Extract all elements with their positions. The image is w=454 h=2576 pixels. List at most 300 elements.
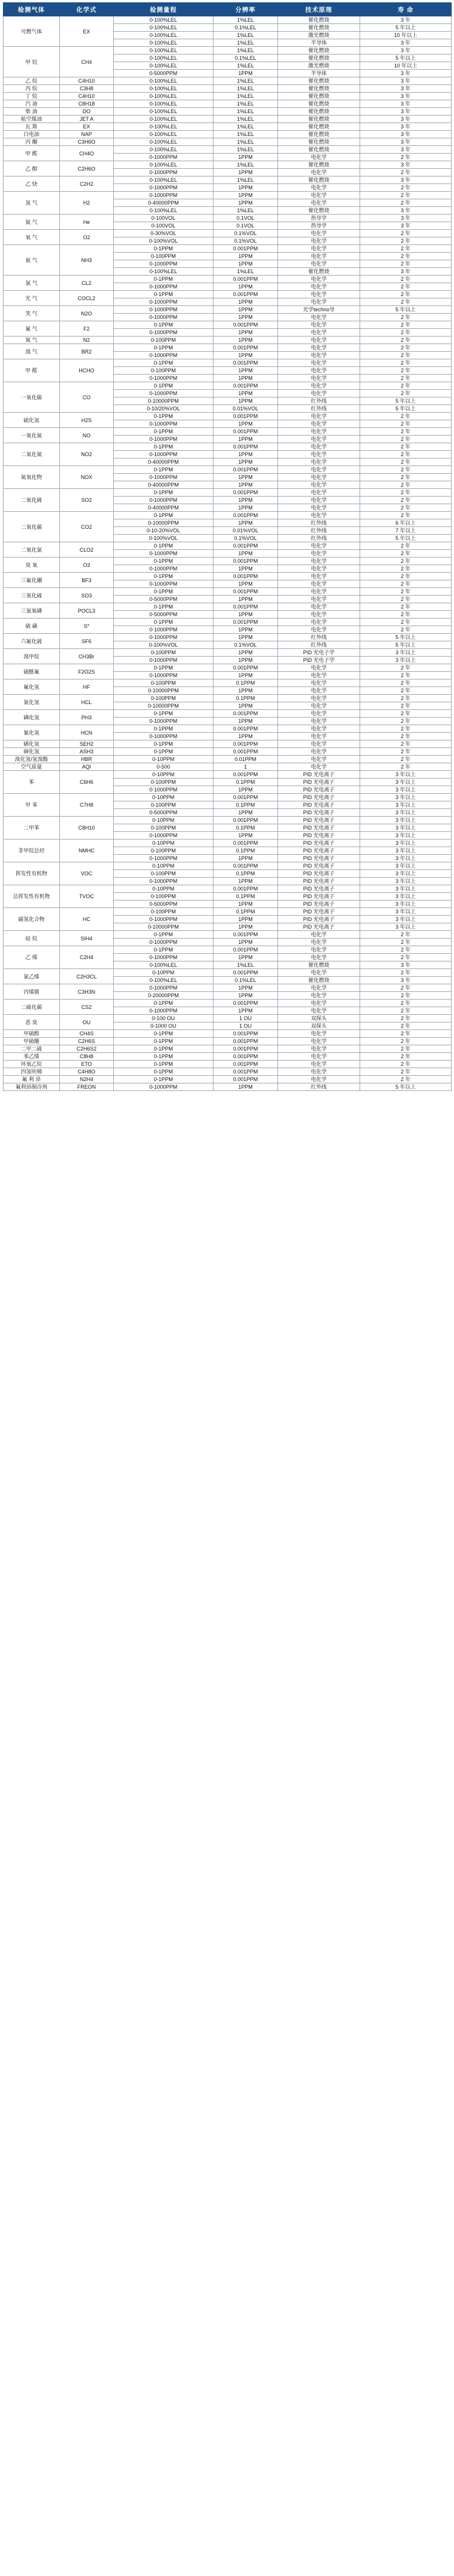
technology-cell: 催化燃烧 bbox=[278, 16, 360, 24]
gas-name-cell: 三氧化硫 bbox=[4, 588, 60, 603]
gas-name-cell: 氰化氢 bbox=[4, 725, 60, 740]
table-row bbox=[4, 771, 452, 779]
lifetime-cell: 2 年 bbox=[360, 1061, 452, 1068]
technology-cell: 电化学 bbox=[278, 169, 360, 176]
range-cell: 0-20000PPM bbox=[114, 992, 214, 1000]
gas-name-cell: 乙 烯 bbox=[4, 946, 60, 969]
range-cell: 0-1000PPM bbox=[114, 855, 214, 862]
technology-cell: PID 光电离子 bbox=[278, 862, 360, 870]
range-cell: 0-1PPM bbox=[114, 1061, 214, 1068]
range-cell: 0-1PPM bbox=[114, 603, 214, 611]
gas-name-cell: 非甲烷总烃 bbox=[4, 840, 60, 862]
range-cell: 0-10-20%VOL bbox=[114, 527, 214, 535]
range-cell: 0-1000PPM bbox=[114, 718, 214, 725]
range-cell: 0-100VOL bbox=[114, 222, 214, 230]
lifetime-cell: 2 年 bbox=[360, 542, 452, 550]
technology-cell: 催化燃烧 bbox=[278, 115, 360, 123]
lifetime-cell: 3 年 bbox=[360, 176, 452, 184]
gas-name-cell: 三氯氧磷 bbox=[4, 603, 60, 618]
lifetime-cell: 3 年以上 bbox=[360, 862, 452, 870]
lifetime-cell: 3 年 bbox=[360, 222, 452, 230]
table-row bbox=[4, 664, 452, 672]
lifetime-cell: 5 年以上 bbox=[360, 24, 452, 32]
chemical-formula-cell: F2 bbox=[60, 321, 114, 337]
range-cell: 0-1PPM bbox=[114, 1038, 214, 1045]
technology-cell: 催化燃烧 bbox=[278, 123, 360, 131]
technology-cell: 电化学 bbox=[278, 359, 360, 367]
technology-cell: 热导学 bbox=[278, 222, 360, 230]
column-header-lifetime: 寿 命 bbox=[360, 3, 452, 16]
lifetime-cell: 2 年 bbox=[360, 253, 452, 260]
table-row bbox=[4, 306, 452, 314]
range-cell: 0-1PPM bbox=[114, 1068, 214, 1076]
table-row bbox=[4, 1030, 452, 1038]
lifetime-cell: 3 年以上 bbox=[360, 657, 452, 664]
range-cell: 0-1000PPM bbox=[114, 657, 214, 664]
technology-cell: 双探头 bbox=[278, 1015, 360, 1022]
range-cell: 0-100PPM bbox=[114, 779, 214, 786]
gas-name-cell: 氦 气 bbox=[4, 215, 60, 230]
gas-name-cell: 二甲苯 bbox=[4, 817, 60, 840]
table-body bbox=[4, 16, 452, 1091]
range-cell: 0-1000PPM bbox=[114, 497, 214, 504]
table-row bbox=[4, 85, 452, 93]
lifetime-cell: 2 年 bbox=[360, 1015, 452, 1022]
resolution-cell: 0.001PPM bbox=[214, 885, 278, 893]
technology-cell: 电化学 bbox=[278, 458, 360, 466]
chemical-formula-cell: N2 bbox=[60, 337, 114, 344]
resolution-cell: 0.001PPM bbox=[214, 1045, 278, 1053]
gas-name-cell: 瓦 斯 bbox=[4, 123, 60, 131]
lifetime-cell: 2 年 bbox=[360, 1030, 452, 1038]
lifetime-cell: 2 年 bbox=[360, 702, 452, 710]
resolution-cell: 1PPM bbox=[214, 550, 278, 558]
technology-cell: 电化学 bbox=[278, 596, 360, 603]
lifetime-cell: 2 年 bbox=[360, 596, 452, 603]
table-row bbox=[4, 946, 452, 954]
resolution-cell: 1 OU bbox=[214, 1015, 278, 1022]
gas-name-cell: 二氧化氯 bbox=[4, 542, 60, 558]
technology-cell: 电化学 bbox=[278, 580, 360, 588]
table-row bbox=[4, 862, 452, 870]
range-cell: 0-100%VOL bbox=[114, 641, 214, 649]
lifetime-cell: 3 年以上 bbox=[360, 900, 452, 908]
resolution-cell: 1PPM bbox=[214, 497, 278, 504]
technology-cell: PID 光电离子 bbox=[278, 847, 360, 855]
resolution-cell: 1PPM bbox=[214, 923, 278, 931]
lifetime-cell: 3 年 bbox=[360, 207, 452, 215]
gas-name-cell: 硫化氢 bbox=[4, 413, 60, 428]
lifetime-cell: 2 年 bbox=[360, 580, 452, 588]
resolution-cell: 1PPM bbox=[214, 298, 278, 306]
resolution-cell: 1%LEL bbox=[214, 961, 278, 969]
chemical-formula-cell: CLO2 bbox=[60, 542, 114, 558]
gas-name-cell: 臭 氧 bbox=[4, 558, 60, 573]
chemical-formula-cell: CH4O bbox=[60, 146, 114, 161]
resolution-cell: 1 bbox=[214, 763, 278, 771]
lifetime-cell: 3 年以上 bbox=[360, 893, 452, 900]
chemical-formula-cell: CL2 bbox=[60, 276, 114, 291]
lifetime-cell: 3 年以上 bbox=[360, 794, 452, 801]
resolution-cell: 1PPM bbox=[214, 367, 278, 375]
lifetime-cell: 2 年 bbox=[360, 192, 452, 199]
technology-cell: PID 光电离子 bbox=[278, 923, 360, 931]
chemical-formula-cell: C7H8 bbox=[60, 794, 114, 817]
resolution-cell: 0.1%VOL bbox=[214, 641, 278, 649]
range-cell: 0-5000PPM bbox=[114, 611, 214, 618]
lifetime-cell: 10 年以上 bbox=[360, 32, 452, 39]
range-cell: 0-100 OU bbox=[114, 1015, 214, 1022]
table-row bbox=[4, 1076, 452, 1083]
technology-cell: 电化学 bbox=[278, 672, 360, 679]
resolution-cell: 1PPM bbox=[214, 565, 278, 573]
gas-name-cell: 二氧化氮 bbox=[4, 443, 60, 466]
range-cell: 0-10PPM bbox=[114, 756, 214, 763]
gas-name-cell: 光 气 bbox=[4, 291, 60, 306]
technology-cell: PID 光电离子 bbox=[278, 786, 360, 794]
resolution-cell: 0.1PPM bbox=[214, 908, 278, 916]
lifetime-cell: 2 年 bbox=[360, 626, 452, 634]
resolution-cell: 1PPM bbox=[214, 611, 278, 618]
technology-cell: 电化学 bbox=[278, 329, 360, 337]
technology-cell: 电化学 bbox=[278, 1045, 360, 1053]
table-row bbox=[4, 931, 452, 939]
lifetime-cell: 2 年 bbox=[360, 291, 452, 298]
range-cell: 0-100%LEL bbox=[114, 39, 214, 47]
technology-cell: 双探头 bbox=[278, 1022, 360, 1030]
range-cell: 0-1000PPM bbox=[114, 634, 214, 641]
gas-name-cell: 硫 磺 bbox=[4, 618, 60, 634]
lifetime-cell: 2 年 bbox=[360, 733, 452, 740]
chemical-formula-cell: HF bbox=[60, 679, 114, 695]
lifetime-cell: 3 年 bbox=[360, 146, 452, 154]
technology-cell: 电化学 bbox=[278, 1038, 360, 1045]
resolution-cell: 1PPM bbox=[214, 352, 278, 359]
range-cell: 0-10000PPM bbox=[114, 519, 214, 527]
table-row bbox=[4, 1061, 452, 1068]
lifetime-cell: 2 年 bbox=[360, 237, 452, 245]
column-header-resolution: 分辨率 bbox=[214, 3, 278, 16]
gas-name-cell: 氟利昂制冷剂 bbox=[4, 1083, 60, 1091]
range-cell: 0-10/20%VOL bbox=[114, 405, 214, 413]
technology-cell: 电化学 bbox=[278, 298, 360, 306]
table-row bbox=[4, 695, 452, 702]
resolution-cell: 0.1%LEL bbox=[214, 55, 278, 62]
range-cell: 0-100%VOL bbox=[114, 535, 214, 542]
range-cell: 0-1PPM bbox=[114, 413, 214, 420]
resolution-cell: 0.1PPM bbox=[214, 695, 278, 702]
range-cell: 0-100VOL bbox=[114, 215, 214, 222]
technology-cell: 红外线 bbox=[278, 519, 360, 527]
table-row bbox=[4, 443, 452, 451]
resolution-cell: 0.001PPM bbox=[214, 603, 278, 611]
chemical-formula-cell: NOX bbox=[60, 466, 114, 489]
technology-cell: 电化学 bbox=[278, 992, 360, 1000]
table-row bbox=[4, 321, 452, 329]
resolution-cell: 1%LEL bbox=[214, 62, 278, 70]
technology-cell: 电化学 bbox=[278, 725, 360, 733]
resolution-cell: 1%LEL bbox=[214, 123, 278, 131]
column-header-gas: 检测气体 bbox=[4, 3, 60, 16]
resolution-cell: 1PPM bbox=[214, 634, 278, 641]
chemical-formula-cell: CO2 bbox=[60, 512, 114, 542]
gas-name-cell: 乙 醇 bbox=[4, 161, 60, 176]
technology-cell: 电化学 bbox=[278, 283, 360, 291]
resolution-cell: 1PPM bbox=[214, 329, 278, 337]
gas-name-cell: 笑 气 bbox=[4, 306, 60, 321]
chemical-formula-cell: NAP bbox=[60, 131, 114, 138]
gas-name-cell: 氯 气 bbox=[4, 276, 60, 291]
resolution-cell: 0.01%VOL bbox=[214, 527, 278, 535]
resolution-cell: 0.001PPM bbox=[214, 725, 278, 733]
gas-name-cell: 乙 烷 bbox=[4, 77, 60, 85]
chemical-formula-cell: C2H2 bbox=[60, 176, 114, 192]
table-row bbox=[4, 245, 452, 253]
lifetime-cell: 2 年 bbox=[360, 550, 452, 558]
lifetime-cell: 2 年 bbox=[360, 375, 452, 382]
technology-cell: PID 光电离子 bbox=[278, 832, 360, 840]
lifetime-cell: 5 年以上 bbox=[360, 397, 452, 405]
lifetime-cell: 2 年 bbox=[360, 344, 452, 352]
resolution-cell: 1%LEL bbox=[214, 268, 278, 276]
table-row bbox=[4, 16, 452, 24]
range-cell: 0-10PPM bbox=[114, 817, 214, 824]
chemical-formula-cell: OU bbox=[60, 1015, 114, 1030]
resolution-cell: 0.1%LEL bbox=[214, 24, 278, 32]
lifetime-cell: 3 年以上 bbox=[360, 801, 452, 809]
technology-cell: PID 光电离子 bbox=[278, 870, 360, 878]
technology-cell: 催化燃烧 bbox=[278, 176, 360, 184]
resolution-cell: 0.001PPM bbox=[214, 794, 278, 801]
resolution-cell: 0.001PPM bbox=[214, 291, 278, 298]
technology-cell: 电化学 bbox=[278, 611, 360, 618]
table-row bbox=[4, 908, 452, 916]
table-row bbox=[4, 649, 452, 657]
lifetime-cell: 2 年 bbox=[360, 969, 452, 977]
gas-name-cell: 氮 气 bbox=[4, 337, 60, 344]
chemical-formula-cell: H2S bbox=[60, 413, 114, 428]
technology-cell: PID 光电离子 bbox=[278, 809, 360, 817]
range-cell: 0-100%LEL bbox=[114, 123, 214, 131]
lifetime-cell: 2 年 bbox=[360, 672, 452, 679]
range-cell: 0-1PPM bbox=[114, 291, 214, 298]
technology-cell: PID 光电离子 bbox=[278, 908, 360, 916]
lifetime-cell: 2 年 bbox=[360, 984, 452, 992]
range-cell: 0-1PPM bbox=[114, 748, 214, 756]
lifetime-cell: 2 年 bbox=[360, 276, 452, 283]
resolution-cell: 0.001PPM bbox=[214, 443, 278, 451]
lifetime-cell: 3 年以上 bbox=[360, 786, 452, 794]
chemical-formula-cell: NMHC bbox=[60, 840, 114, 862]
chemical-formula-cell: C8H8 bbox=[60, 1053, 114, 1061]
lifetime-cell: 2 年 bbox=[360, 558, 452, 565]
range-cell: 0-100%LEL bbox=[114, 24, 214, 32]
table-row bbox=[4, 276, 452, 283]
technology-cell: 电化学 bbox=[278, 1053, 360, 1061]
range-cell: 0-1000PPM bbox=[114, 786, 214, 794]
resolution-cell: 0.001PPM bbox=[214, 664, 278, 672]
gas-name-cell: 乙 炔 bbox=[4, 176, 60, 192]
lifetime-cell: 2 年 bbox=[360, 725, 452, 733]
range-cell: 0-1PPM bbox=[114, 245, 214, 253]
table-row bbox=[4, 748, 452, 756]
lifetime-cell: 2 年 bbox=[360, 337, 452, 344]
range-cell: 0-5000PPM bbox=[114, 596, 214, 603]
lifetime-cell: 3 年以上 bbox=[360, 824, 452, 832]
resolution-cell: 1 OU bbox=[214, 1022, 278, 1030]
gas-name-cell: 氢 气 bbox=[4, 192, 60, 215]
chemical-formula-cell: H2 bbox=[60, 192, 114, 215]
resolution-cell: 1PPM bbox=[214, 474, 278, 481]
range-cell: 0-1000PPM bbox=[114, 298, 214, 306]
gas-name-cell: 氟化氢 bbox=[4, 679, 60, 695]
gas-name-cell: 甲 烷 bbox=[4, 47, 60, 77]
technology-cell: 红外线 bbox=[278, 641, 360, 649]
resolution-cell: 1PPM bbox=[214, 939, 278, 946]
lifetime-cell: 2 年 bbox=[360, 481, 452, 489]
chemical-formula-cell: PH3 bbox=[60, 710, 114, 725]
chemical-formula-cell: NH3 bbox=[60, 245, 114, 276]
resolution-cell: 0.001PPM bbox=[214, 245, 278, 253]
lifetime-cell: 5 年以上 bbox=[360, 405, 452, 413]
chemical-formula-cell: C8H10 bbox=[60, 817, 114, 840]
lifetime-cell: 2 年 bbox=[360, 352, 452, 359]
chemical-formula-cell: CS2 bbox=[60, 1000, 114, 1015]
resolution-cell: 1PPM bbox=[214, 397, 278, 405]
range-cell: 0-1PPM bbox=[114, 664, 214, 672]
resolution-cell: 1PPM bbox=[214, 672, 278, 679]
range-cell: 0-100%LEL bbox=[114, 93, 214, 100]
gas-name-cell: 磷化氢 bbox=[4, 710, 60, 725]
lifetime-cell: 2 年 bbox=[360, 1000, 452, 1007]
range-cell: 0-100PPM bbox=[114, 649, 214, 657]
resolution-cell: 0.1PPM bbox=[214, 847, 278, 855]
technology-cell: 电化学 bbox=[278, 504, 360, 512]
resolution-cell: 1PPM bbox=[214, 253, 278, 260]
resolution-cell: 1PPM bbox=[214, 954, 278, 961]
chemical-formula-cell: C6H6 bbox=[60, 771, 114, 794]
table-row bbox=[4, 710, 452, 718]
range-cell: 0-1PPM bbox=[114, 542, 214, 550]
lifetime-cell: 3 年 bbox=[360, 108, 452, 115]
table-row bbox=[4, 47, 452, 55]
chemical-formula-cell: C3H3N bbox=[60, 984, 114, 1000]
lifetime-cell: 3 年以上 bbox=[360, 847, 452, 855]
lifetime-cell: 2 年 bbox=[360, 420, 452, 428]
technology-cell: 电化学 bbox=[278, 740, 360, 748]
chemical-formula-cell: SO3 bbox=[60, 588, 114, 603]
table-row bbox=[4, 1053, 452, 1061]
lifetime-cell: 2 年 bbox=[360, 458, 452, 466]
resolution-cell: 0.001PPM bbox=[214, 771, 278, 779]
range-cell: 0-40000PPM bbox=[114, 481, 214, 489]
table-row bbox=[4, 176, 452, 184]
technology-cell: 催化燃烧 bbox=[278, 146, 360, 154]
resolution-cell: 1PPM bbox=[214, 626, 278, 634]
technology-cell: 催化燃烧 bbox=[278, 108, 360, 115]
resolution-cell: 0.1PPM bbox=[214, 893, 278, 900]
gas-name-cell: 氟 气 bbox=[4, 321, 60, 337]
range-cell: 0-1PPM bbox=[114, 588, 214, 596]
technology-cell: 电化学 bbox=[278, 390, 360, 397]
lifetime-cell: 2 年 bbox=[360, 695, 452, 702]
technology-cell: 电化学 bbox=[278, 436, 360, 443]
table-row bbox=[4, 817, 452, 824]
lifetime-cell: 2 年 bbox=[360, 763, 452, 771]
resolution-cell: 1PPM bbox=[214, 283, 278, 291]
lifetime-cell: 2 年 bbox=[360, 382, 452, 390]
resolution-cell: 0.1VOL bbox=[214, 222, 278, 230]
resolution-cell: 1PPM bbox=[214, 199, 278, 207]
resolution-cell: 1%LEL bbox=[214, 131, 278, 138]
lifetime-cell: 2 年 bbox=[360, 740, 452, 748]
range-cell: 0-100%LEL bbox=[114, 131, 214, 138]
resolution-cell: 1PPM bbox=[214, 260, 278, 268]
technology-cell: PID 光电离子 bbox=[278, 794, 360, 801]
gas-name-cell: 汽 油 bbox=[4, 100, 60, 108]
gas-name-cell: 二甲二硫 bbox=[4, 1045, 60, 1053]
resolution-cell: 1%LEL bbox=[214, 85, 278, 93]
range-cell: 0-40000PPM bbox=[114, 504, 214, 512]
table-row bbox=[4, 984, 452, 992]
lifetime-cell: 2 年 bbox=[360, 931, 452, 939]
lifetime-cell: 2 年 bbox=[360, 497, 452, 504]
technology-cell: PID 光电离子 bbox=[278, 893, 360, 900]
range-cell: 0-100%LEL bbox=[114, 268, 214, 276]
gas-name-cell: 三氟化硼 bbox=[4, 573, 60, 588]
range-cell: 0-100PPM bbox=[114, 695, 214, 702]
technology-cell: 电化学 bbox=[278, 695, 360, 702]
range-cell: 0-10000PPM bbox=[114, 702, 214, 710]
lifetime-cell: 2 年 bbox=[360, 718, 452, 725]
resolution-cell: 1%LEL bbox=[214, 138, 278, 146]
resolution-cell: 0.001PPM bbox=[214, 1068, 278, 1076]
table-row bbox=[4, 337, 452, 344]
lifetime-cell: 2 年 bbox=[360, 390, 452, 397]
table-row bbox=[4, 1045, 452, 1053]
lifetime-cell: 2 年 bbox=[360, 679, 452, 687]
technology-cell: 红外线 bbox=[278, 397, 360, 405]
gas-name-cell: 恶 臭 bbox=[4, 1015, 60, 1030]
lifetime-cell: 2 年 bbox=[360, 329, 452, 337]
chemical-formula-cell: O3 bbox=[60, 558, 114, 573]
table-row bbox=[4, 344, 452, 352]
technology-cell: PID 光电离子 bbox=[278, 801, 360, 809]
gas-name-cell: 白电油 bbox=[4, 131, 60, 138]
lifetime-cell: 3 年 bbox=[360, 39, 452, 47]
resolution-cell: 1%LEL bbox=[214, 16, 278, 24]
lifetime-cell: 5 年以上 bbox=[360, 55, 452, 62]
range-cell: 0-1PPM bbox=[114, 740, 214, 748]
table-row bbox=[4, 192, 452, 199]
resolution-cell: 0.001PPM bbox=[214, 321, 278, 329]
chemical-formula-cell: POCL3 bbox=[60, 603, 114, 618]
technology-cell: 红外线 bbox=[278, 535, 360, 542]
gas-name-cell: 甲 苯 bbox=[4, 794, 60, 817]
range-cell: 0-1PPM bbox=[114, 1053, 214, 1061]
gas-name-cell: 航空煤油 bbox=[4, 115, 60, 123]
range-cell: 0-10PPM bbox=[114, 771, 214, 779]
chemical-formula-cell: C4H10 bbox=[60, 77, 114, 85]
technology-cell: 电化学 bbox=[278, 756, 360, 763]
chemical-formula-cell: JET A bbox=[60, 115, 114, 123]
resolution-cell: 0.001PPM bbox=[214, 588, 278, 596]
chemical-formula-cell: SF6 bbox=[60, 634, 114, 649]
resolution-cell: 1PPM bbox=[214, 154, 278, 161]
lifetime-cell: 3 年以上 bbox=[360, 878, 452, 885]
range-cell: 0-100%LEL bbox=[114, 115, 214, 123]
resolution-cell: 0.01PPM bbox=[214, 756, 278, 763]
